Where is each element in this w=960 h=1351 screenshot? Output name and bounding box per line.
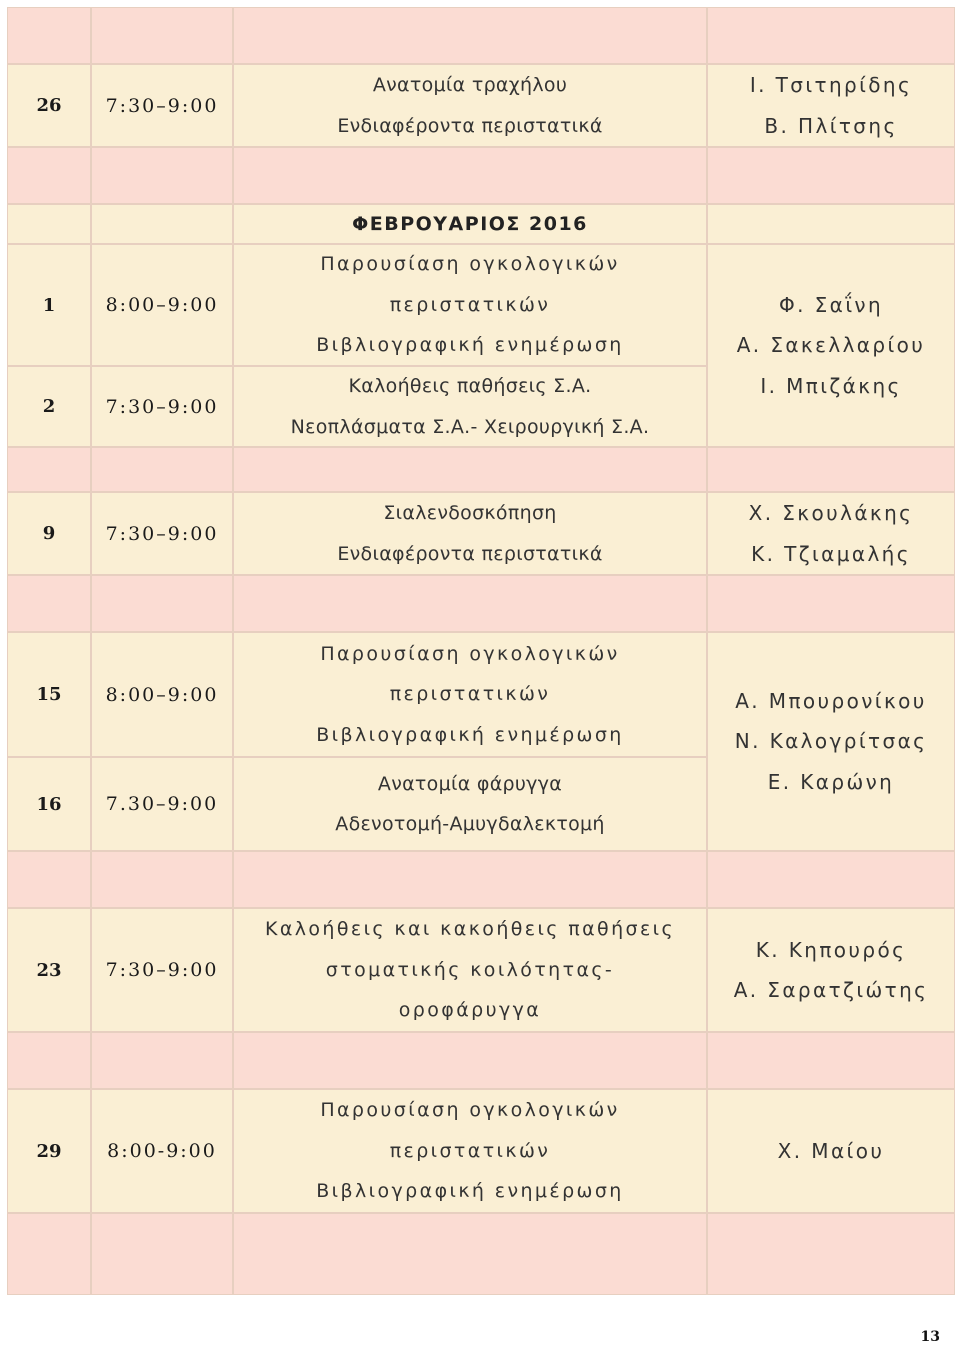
separator-cell (707, 1032, 955, 1089)
presenter-cell (707, 492, 955, 575)
session-time: 8:00-9:00 (107, 1140, 217, 1162)
session-time: 7:30–9:00 (105, 395, 219, 418)
time-cell (91, 64, 233, 147)
session-time: 7:30–9:00 (105, 959, 219, 981)
separator-cell (233, 851, 707, 908)
presenter-cell (707, 908, 955, 1032)
topic-lines (316, 244, 624, 366)
presenter-lines (749, 493, 914, 574)
presenter-name: Φ. Σαΐνη (778, 292, 884, 317)
day-cell (7, 492, 91, 575)
topic-cell (233, 632, 707, 757)
separator-cell (7, 851, 91, 908)
presenter-name: Α. Μπουρονίκου (735, 688, 927, 713)
presenter-name: Χ. Σκουλάκης (748, 501, 914, 525)
separator-cell (707, 7, 955, 64)
separator-cell (91, 147, 233, 204)
topic-line: Παρουσίαση ογκολογικών (320, 1099, 620, 1122)
presenter-lines (750, 65, 912, 146)
separator-cell (91, 1032, 233, 1089)
day-number: 29 (36, 1140, 62, 1162)
separator-cell (7, 1032, 91, 1089)
presenter-name: Ι. Μπιζάκης (760, 373, 902, 398)
presenter-name: Β. Πλίτσης (764, 113, 898, 138)
day-number: 15 (36, 684, 62, 705)
separator-cell (233, 147, 707, 204)
topic-cell (233, 64, 707, 147)
topic-cell (233, 492, 707, 575)
topic-line: Σιαλενδοσκόπηση (383, 502, 557, 524)
separator-cell (7, 1213, 91, 1295)
time-cell (91, 244, 233, 366)
month-row-blank-cell (7, 204, 91, 244)
session-time: 7:30–9:00 (105, 94, 219, 117)
topic-line: Καλοήθεις παθήσεις Σ.Α. (348, 375, 592, 397)
topic-lines (291, 366, 650, 447)
topic-cell (233, 908, 707, 1032)
separator-cell (7, 575, 91, 632)
topic-cell (233, 244, 707, 366)
time-cell (91, 908, 233, 1032)
separator-cell (91, 447, 233, 492)
session-time: 7:30–9:00 (105, 522, 219, 545)
separator-cell (707, 147, 955, 204)
topic-line: οροφάρυγγα (398, 999, 542, 1022)
topic-line: Ανατομία φάρυγγα (377, 772, 563, 795)
topic-cell (233, 366, 707, 447)
separator-cell (91, 7, 233, 64)
topic-lines (265, 909, 675, 1031)
topic-line: Ενδιαφέροντα περιστατικά (337, 114, 603, 137)
presenter-name: Α. Σακελλαρίου (736, 333, 926, 358)
day-cell (7, 64, 91, 147)
topic-line: στοματικής κοιλότητας- (325, 958, 615, 981)
topic-line: περιστατικών (389, 293, 551, 316)
day-number: 1 (42, 294, 56, 316)
day-cell (7, 366, 91, 447)
separator-cell (91, 1213, 233, 1295)
day-number: 9 (42, 523, 56, 544)
time-cell (91, 1089, 233, 1213)
separator-cell (7, 447, 91, 492)
month-header-cell (233, 204, 707, 244)
presenter-cell (707, 1089, 955, 1213)
presenter-name: Ν. Καλογρίτσας (734, 729, 928, 754)
day-number: 23 (36, 959, 62, 981)
session-time: 8:00–9:00 (105, 294, 219, 316)
month-heading: ΦΕΒΡΟΥΑΡΙΟΣ 2016 (352, 213, 588, 235)
presenter-cell (707, 244, 955, 447)
page-number: 13 (920, 1329, 940, 1345)
day-cell (7, 244, 91, 366)
month-row-blank-cell (707, 204, 955, 244)
day-cell (7, 632, 91, 757)
separator-cell (233, 1213, 707, 1295)
presenter-lines (737, 285, 926, 407)
topic-line: περιστατικών (389, 683, 551, 706)
time-cell (91, 632, 233, 757)
day-number: 2 (42, 396, 56, 417)
topic-line: Βιβλιογραφική ενημέρωση (316, 334, 624, 357)
presenter-lines (778, 1131, 885, 1172)
topic-line: Ανατομία τραχήλου (372, 74, 568, 96)
topic-line: Αδενοτομή-Αμυγδαλεκτομή (335, 813, 605, 835)
presenter-name: Κ. Τζιαμαλής (751, 541, 911, 566)
topic-line: Ενδιαφέροντα περιστατικά (337, 542, 603, 565)
session-time: 8:00–9:00 (105, 683, 219, 706)
topic-line: Παρουσίαση ογκολογικών (320, 642, 620, 665)
day-number: 26 (36, 95, 62, 116)
month-row-blank-cell (91, 204, 233, 244)
topic-lines (337, 493, 602, 574)
day-cell (7, 757, 91, 851)
day-cell (7, 908, 91, 1032)
time-cell (91, 366, 233, 447)
day-number: 16 (36, 793, 62, 815)
topic-lines (316, 1090, 624, 1212)
separator-cell (707, 447, 955, 492)
topic-lines (335, 764, 604, 845)
time-cell (91, 757, 233, 851)
presenter-lines (734, 930, 929, 1011)
presenter-cell (707, 64, 955, 147)
topic-line: Νεοπλάσματα Σ.Α.- Χειρουργική Σ.Α. (290, 415, 650, 438)
topic-cell (233, 757, 707, 851)
separator-cell (91, 575, 233, 632)
separator-cell (233, 575, 707, 632)
topic-line: Βιβλιογραφική ενημέρωση (316, 1180, 624, 1203)
separator-cell (233, 1032, 707, 1089)
presenter-name: Κ. Κηπουρός (755, 937, 907, 962)
topic-lines (337, 65, 602, 146)
presenter-lines (735, 681, 928, 803)
presenter-name: Χ. Μαίου (777, 1138, 885, 1163)
topic-line: Παρουσίαση ογκολογικών (320, 253, 620, 276)
separator-cell (707, 1213, 955, 1295)
separator-cell (233, 447, 707, 492)
presenter-name: Ε. Καρώνη (767, 769, 895, 794)
time-cell (91, 492, 233, 575)
presenter-name: Α. Σαρατζιώτης (733, 978, 929, 1002)
topic-lines (316, 634, 624, 756)
topic-line: Καλοήθεις και κακοήθεις παθήσεις (264, 918, 676, 941)
topic-line: περιστατικών (389, 1139, 551, 1162)
topic-line: Βιβλιογραφική ενημέρωση (316, 723, 624, 746)
separator-cell (7, 147, 91, 204)
separator-cell (233, 7, 707, 64)
session-time: 7.30–9:00 (105, 793, 219, 815)
presenter-cell (707, 632, 955, 851)
separator-cell (707, 851, 955, 908)
day-cell (7, 1089, 91, 1213)
separator-cell (91, 851, 233, 908)
presenter-name: Ι. Τσιτηρίδης (749, 73, 913, 97)
separator-cell (7, 7, 91, 64)
separator-cell (707, 575, 955, 632)
topic-cell (233, 1089, 707, 1213)
